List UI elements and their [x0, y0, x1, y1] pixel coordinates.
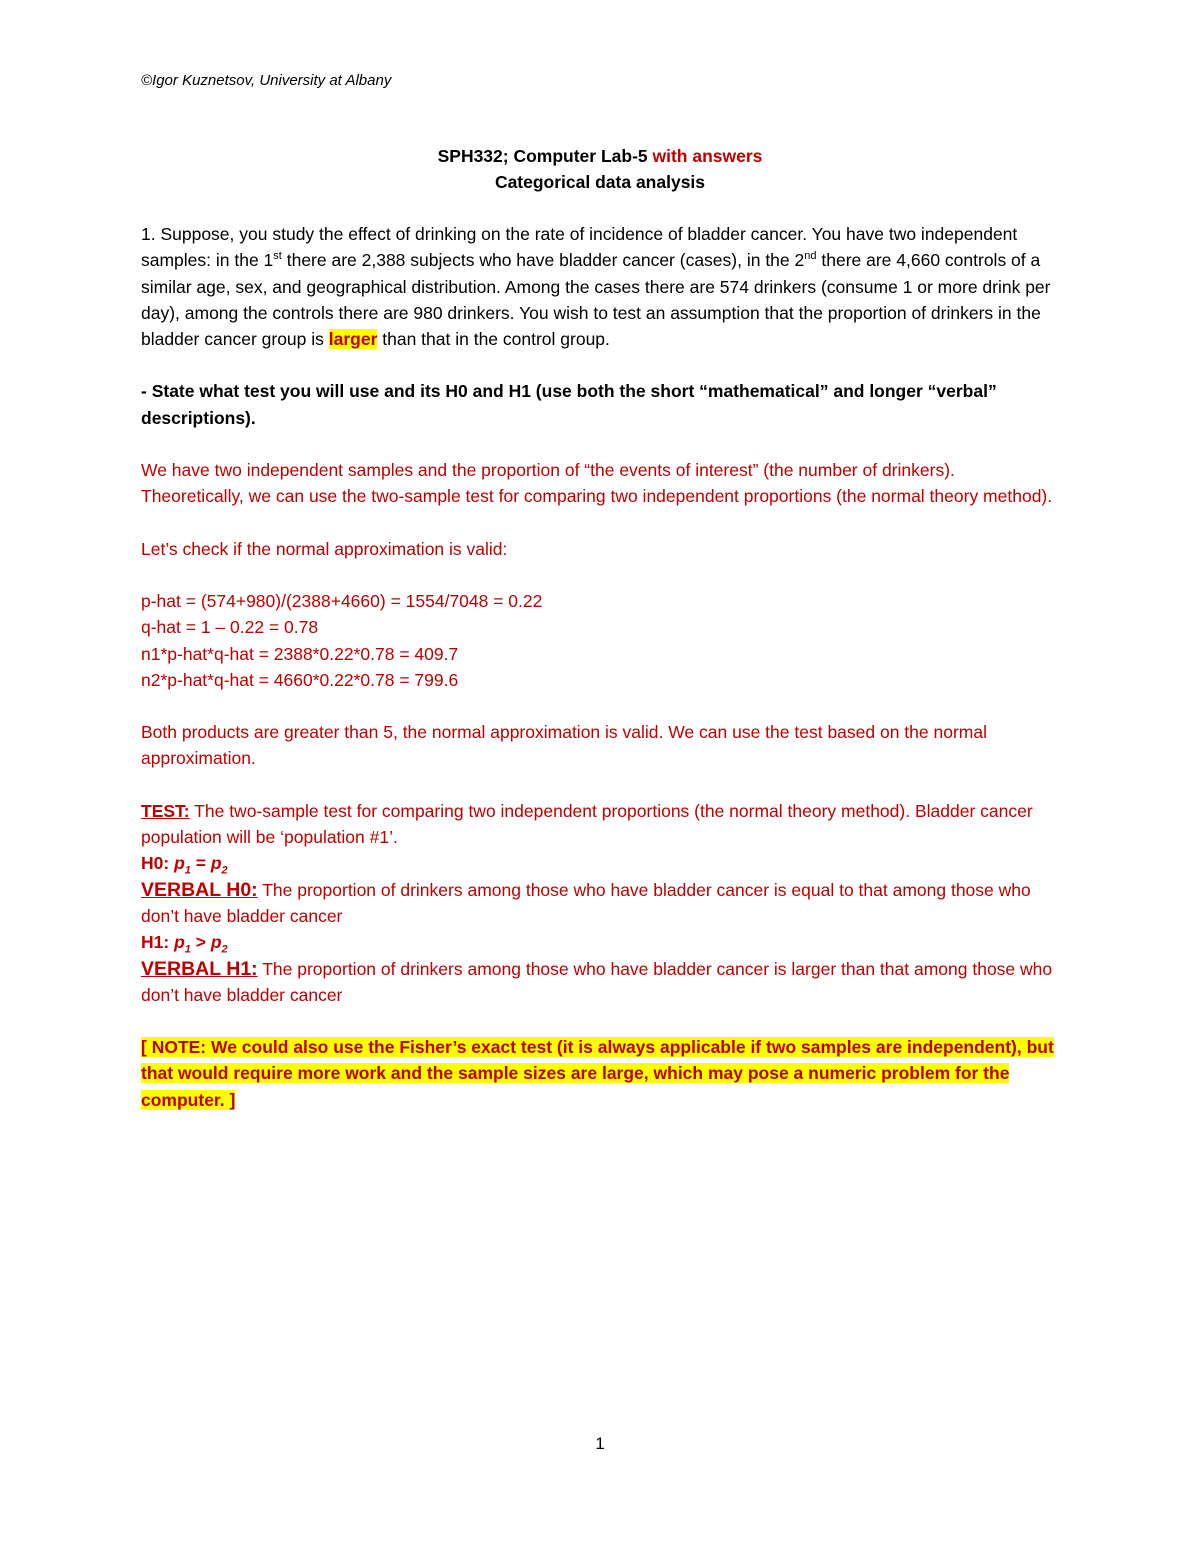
problem-text-4: than that in the control group. — [377, 329, 610, 350]
author-header: ©Igor Kuznetsov, University at Albany — [141, 72, 392, 89]
verbal-h1-text: The proportion of drinkers among those who have bladder cancer is larger than that among those who don’t have bladder cancer — [141, 958, 1053, 1005]
h0-eq: = — [190, 853, 211, 874]
h1-p2: p — [210, 932, 222, 953]
h1-math — [141, 929, 1061, 955]
h1-sub2: 2 — [221, 943, 228, 956]
ordinal-sup-1: st — [273, 250, 282, 263]
answer-check: Let’s check if the normal approximation is valid: — [141, 538, 508, 559]
calc-line: p-hat = (574+980)/(2388+4660) = 1554/7048 = 0.22 — [141, 590, 543, 611]
calc-line: n2*p-hat*q-hat = 4660*0.22*0.78 = 799.6 — [141, 669, 459, 690]
h0-verbal — [141, 877, 1061, 930]
problem-statement — [141, 221, 1061, 352]
page-subtitle: Categorical data analysis — [494, 172, 706, 192]
document-body — [141, 221, 1061, 1113]
title-course: SPH332; Computer Lab-5 — [437, 146, 653, 166]
ordinal-sup-2: nd — [804, 250, 817, 263]
problem-text-2: there are 2,388 subjects who have bladder cancer (cases), in the 2 — [281, 250, 805, 271]
verbal-h1-label: VERBAL H1: — [141, 957, 258, 980]
answer-conclusion: Both products are greater than 5, the normal approximation is valid. We can use the test based on the normal approximation. — [141, 722, 987, 769]
h1-label: H1: — [141, 932, 175, 953]
verbal-h0-label: VERBAL H0: — [141, 878, 258, 901]
problem-text-3: there are 4,660 controls of a similar age, sex, and geographical distribution. Among the cases there are 574 drinkers (consume 1 or more drink per day), among the controls there are 980 drinkers. You wish to test an assumption that the proportion of drinkers in the bladder cancer group is — [141, 250, 1051, 350]
highlight-larger: larger — [328, 329, 378, 350]
fisher-note-text: [ NOTE: We could also use the Fisher’s exact test (it is always applicable if two samples are independent), but that would require more work and the sample sizes are large, which may pose a numeric problem for the computer. ] — [141, 1037, 1054, 1110]
h1-p1: p — [174, 932, 185, 953]
title-block — [0, 143, 1200, 195]
calc-line: q-hat = 1 – 0.22 = 0.78 — [141, 617, 319, 638]
page-number: 1 — [595, 1434, 605, 1453]
problem-text-1: 1. Suppose, you study the effect of drinking on the rate of incidence of bladder cancer. You have two independent samples: in the 1 — [141, 224, 1018, 271]
test-label: TEST: — [141, 800, 190, 821]
test-text: The two-sample test for comparing two independent proportions (the normal theory method). Bladder cancer population will be ‘population #1’. — [141, 800, 1033, 848]
h1-op: > — [190, 932, 211, 953]
h0-p1: p — [174, 853, 185, 874]
fisher-note — [141, 1034, 1061, 1113]
title-emphasis: with answers — [652, 146, 763, 166]
calc-line: n1*p-hat*q-hat = 2388*0.22*0.78 = 409.7 — [141, 643, 459, 664]
answer-intro: We have two independent samples and the proportion of “the events of interest” (the number of drinkers). Theoretically, we can use the two-sample test for comparing two independent proportions (the normal theory method). — [141, 460, 1053, 507]
h0-sub1: 1 — [184, 864, 191, 877]
verbal-h0-text: The proportion of drinkers among those who have bladder cancer is equal to that among those who don’t have bladder cancer — [141, 879, 1031, 926]
h0-sub2: 2 — [221, 864, 228, 877]
h1-sub1: 1 — [184, 943, 191, 956]
h1-verbal — [141, 956, 1061, 1009]
h0-p2: p — [210, 853, 222, 874]
page-title — [0, 143, 1200, 169]
h0-label: H0: — [141, 853, 175, 874]
task-question: - State what test you will use and its H0 and H1 (use both the short “mathematical” and longer “verbal” descriptions). — [141, 381, 997, 428]
test-statement — [141, 798, 1061, 851]
h0-math — [141, 850, 1061, 876]
